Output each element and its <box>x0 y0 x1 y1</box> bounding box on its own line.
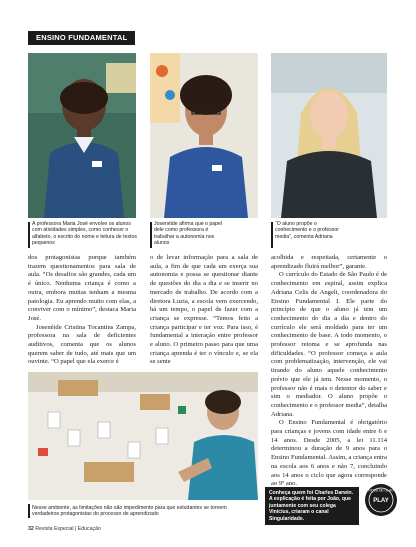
page-number: 32 <box>28 526 34 532</box>
article-column-2 <box>150 254 258 367</box>
paragraph: dos protagonistas porque também trazem questionamentos para sala de aula. “Os desafios são grandes, cada um é único. Nenhuma criança é como a outra, embora muitas tenham a mesma patologia. Eu aprendo muito com elas, a conviver com o mínimo”, destaca Maria José. <box>28 254 136 322</box>
caption-photo-4: Nesse ambiente, as limitações não são impedimento para que estudantes se tornem verdadeiros protagonistas do processo de aprendizado <box>32 505 227 518</box>
caption-photo-2: Josenéide afirma que o papel dele como professora é trabalhar a autonomia nos alunos <box>154 221 223 247</box>
badge-center-text: PLAY <box>373 498 389 504</box>
photo-teacher-joseneide <box>150 53 258 218</box>
badge-top-text: FIQUE DE OLHO <box>368 488 394 493</box>
play-badge-icon <box>364 483 398 517</box>
paragraph: Josenéide Cristina Tocantins Zampa, professora na sala de deficientes auditivos, comenta que os alunos querem saber de tudo, até mais que um ouvinte. “O papel que ela exerce é <box>28 323 136 366</box>
photo-coordinator-adriana <box>271 53 387 218</box>
paragraph: acolhida e respeitada, certamente o aprendizado fluirá melhor”, garante. <box>271 254 387 270</box>
caption-photo-3: “O aluno propõe o conhecimento e o professor media”, comenta Adriana <box>275 221 340 240</box>
paragraph: O Ensino Fundamental é obrigatório para crianças e jovens com idade entre 6 e 14 anos. Desde 2005, a lei 11.114 determinou a duração de 9 anos para o Ensino Fundamental. Assim, a criança entra na escola aos 6 anos e não 7, concluindo aos 14 anos o ciclo que agora corresponde ao 9º ano. <box>271 419 387 488</box>
page-footer <box>28 526 101 532</box>
caption-photo-1: A professora Maria José envolve os alunos com atividades simples, como conhecer o alfabeto, o escrito do nome e leitura de textos pequenos <box>32 221 137 247</box>
photo-classroom-activity <box>28 372 258 500</box>
section-tag: ENSINO FUNDAMENTAL <box>28 31 135 45</box>
paragraph: o de levar informação para a sala de aula, a fim de que cada um exerça sua autonomia e possa se questionar diante de questões do dia a dia e se inserir no mercado de trabalho. De acordo com a diretora Luzia, a escola vem exercendo, há um tempo, o papel de fazer com a criança se expresse. “Temos feito a criança participar e ter voz. Para isso, é fundamental a interação entre professor e aluno. O primeiro passo para que uma criança aprenda é ter o vínculo e, se ela se sente <box>150 254 258 366</box>
article-column-1 <box>28 254 136 367</box>
paragraph: O currículo do Estado de São Paulo é de conhecimento em espiral, assim explica Adriana Celis de Angeli, coordenadora do Ensino Fundamental I. Ele parte do princípio de que o aluno já tem um conhecimento do dia a dia e dentro do currículo ele será moldado para ter um conhecimento de base. A todo momento, o professor retoma e se aprofunda nas dificuldades. “O professor começa a aula com problematização, intervenção, ele vai tirando do aluno aquele conhecimento prévio que ele já tem. Nesse momento, o professor não é mais o detentor do saber e sim o mediador. O aluno propõe o conhecimento e o professor media”, detalha Adriana. <box>271 271 387 418</box>
photo-teacher-maria-jose <box>28 53 136 218</box>
info-box: Conheça quem foi Charles Darwin. A explicação é feita por João, que juntamente com seu colega Vinícius, criaram o canal Singularidade. <box>265 487 359 525</box>
article-column-3 <box>271 254 387 489</box>
publication-title: Revista Especial | Educação <box>35 526 101 532</box>
